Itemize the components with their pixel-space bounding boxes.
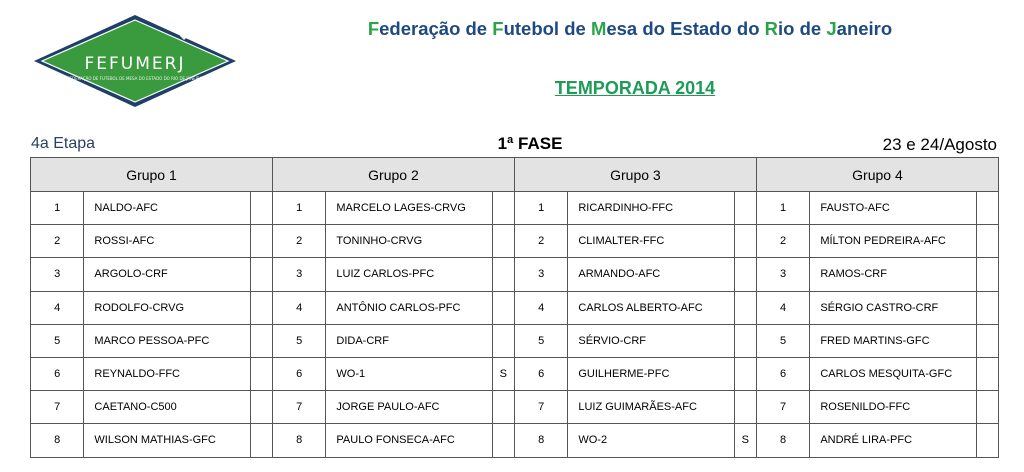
player-number: 7 [514,391,567,424]
player-name: ANTÔNIO CARLOS-PFC [326,291,492,324]
groups-table [30,157,999,458]
player-number: 6 [31,357,84,390]
table-row [31,357,999,390]
player-number: 4 [31,291,84,324]
player-name: LUIZ CARLOS-PFC [326,258,492,291]
player-name: SÉRGIO CASTRO-CRF [810,291,976,324]
player-name: WILSON MATHIAS-GFC [84,424,250,457]
player-mark [492,391,514,424]
player-name: JORGE PAULO-AFC [326,391,492,424]
player-number: 1 [514,192,567,225]
player-mark [976,357,998,390]
table-row [31,324,999,357]
player-number: 6 [514,357,567,390]
player-name: CLIMALTER-FFC [568,225,734,258]
player-name: CARLOS MESQUITA-GFC [810,357,976,390]
player-number: 8 [272,424,325,457]
player-name: RICARDINHO-FFC [568,192,734,225]
player-name: LUIZ GUIMARÃES-AFC [568,391,734,424]
player-number: 5 [756,324,809,357]
player-name: WO-2 [568,424,734,457]
season-title: TEMPORADA 2014 [554,78,716,98]
table-row [31,291,999,324]
player-mark [250,324,272,357]
player-name: ARMANDO-AFC [568,258,734,291]
player-mark [976,291,998,324]
player-mark [250,424,272,457]
player-name: ANDRÉ LIRA-PFC [810,424,976,457]
player-number: 2 [514,225,567,258]
player-name: MARCO PESSOA-PFC [84,324,250,357]
federation-title-segment: utebol de [503,18,591,39]
federation-title-segment: R [764,18,779,39]
table-row [31,225,999,258]
player-name: SÉRVIO-CRF [568,324,734,357]
player-number: 6 [272,357,325,390]
player-number: 1 [756,192,809,225]
player-mark: S [492,357,514,390]
table-row [31,391,999,424]
group-header-2: Grupo 2 [272,158,514,192]
player-number: 7 [272,391,325,424]
federation-title-segment: ederação de [379,18,493,39]
federation-title-segment: M [590,18,607,39]
player-name: CAETANO-C500 [84,391,250,424]
federation-title-segment: J [826,18,837,39]
player-name: MARCELO LAGES-CRVG [326,192,492,225]
player-name: GUILHERME-PFC [568,357,734,390]
player-mark [734,324,756,357]
player-number: 3 [756,258,809,291]
federation-title-segment: io de [778,18,827,39]
federation-title-segment: F [367,18,380,39]
player-mark [250,391,272,424]
player-number: 2 [272,225,325,258]
player-mark [976,225,998,258]
player-name: REYNALDO-FFC [84,357,250,390]
player-name: CARLOS ALBERTO-AFC [568,291,734,324]
player-name: ARGOLO-CRF [84,258,250,291]
federation-title-segment: aneiro [836,18,893,39]
table-row [31,192,999,225]
player-mark [250,225,272,258]
player-mark [976,424,998,457]
player-mark [492,424,514,457]
player-name: ROSSI-AFC [84,225,250,258]
player-number: 4 [756,291,809,324]
player-number: 8 [756,424,809,457]
player-number: 8 [514,424,567,457]
player-mark [976,192,998,225]
player-number: 2 [756,225,809,258]
player-mark: S [734,424,756,457]
player-number: 3 [514,258,567,291]
player-name: WO-1 [326,357,492,390]
player-mark [734,225,756,258]
player-number: 6 [756,357,809,390]
federation-title-segment: F [492,18,504,39]
player-number: 4 [272,291,325,324]
player-mark [250,258,272,291]
player-number: 1 [272,192,325,225]
player-name: RODOLFO-CRVG [84,291,250,324]
player-name: FAUSTO-AFC [810,192,976,225]
fefumerj-logo [30,12,240,110]
player-name: ROSENILDO-FFC [810,391,976,424]
player-mark [734,192,756,225]
player-mark [492,324,514,357]
player-mark [734,357,756,390]
player-name: PAULO FONSECA-AFC [326,424,492,457]
player-mark [492,291,514,324]
player-number: 7 [756,391,809,424]
player-number: 4 [514,291,567,324]
player-name: FRED MARTINS-GFC [810,324,976,357]
player-mark [250,357,272,390]
player-mark [492,225,514,258]
player-name: RAMOS-CRF [810,258,976,291]
player-mark [734,391,756,424]
logo-text: FEFUMERJ [84,54,186,74]
player-number: 5 [31,324,84,357]
player-mark [250,291,272,324]
logo-subtext: FEDERAÇÃO DE FUTEBOL DE MESA DO ESTADO DO RIO DE JANEIRO [67,76,203,81]
player-mark [976,324,998,357]
player-number: 5 [272,324,325,357]
stage-label: 4a Etapa [31,135,96,152]
player-name: DIDA-CRF [326,324,492,357]
player-mark [492,192,514,225]
table-row [31,258,999,291]
group-header-1: Grupo 1 [31,158,273,192]
player-mark [734,291,756,324]
group-header-3: Grupo 3 [514,158,756,192]
federation-title [300,18,960,40]
phase-label: 1ª FASE [497,134,563,153]
table-row [31,424,999,457]
player-number: 7 [31,391,84,424]
player-mark [250,192,272,225]
player-number: 1 [31,192,84,225]
player-mark [734,258,756,291]
player-number: 8 [31,424,84,457]
player-number: 3 [31,258,84,291]
group-header-4: Grupo 4 [756,158,998,192]
dates-label: 23 e 24/Agosto [882,135,997,154]
player-mark [976,391,998,424]
player-number: 5 [514,324,567,357]
player-name: TONINHO-CRVG [326,225,492,258]
player-mark [976,258,998,291]
player-mark [492,258,514,291]
player-number: 2 [31,225,84,258]
groups-header-row [31,158,999,192]
player-name: MÍLTON PEDREIRA-AFC [810,225,976,258]
player-number: 3 [272,258,325,291]
player-name: NALDO-AFC [84,192,250,225]
federation-title-segment: esa do Estado do [606,18,765,39]
